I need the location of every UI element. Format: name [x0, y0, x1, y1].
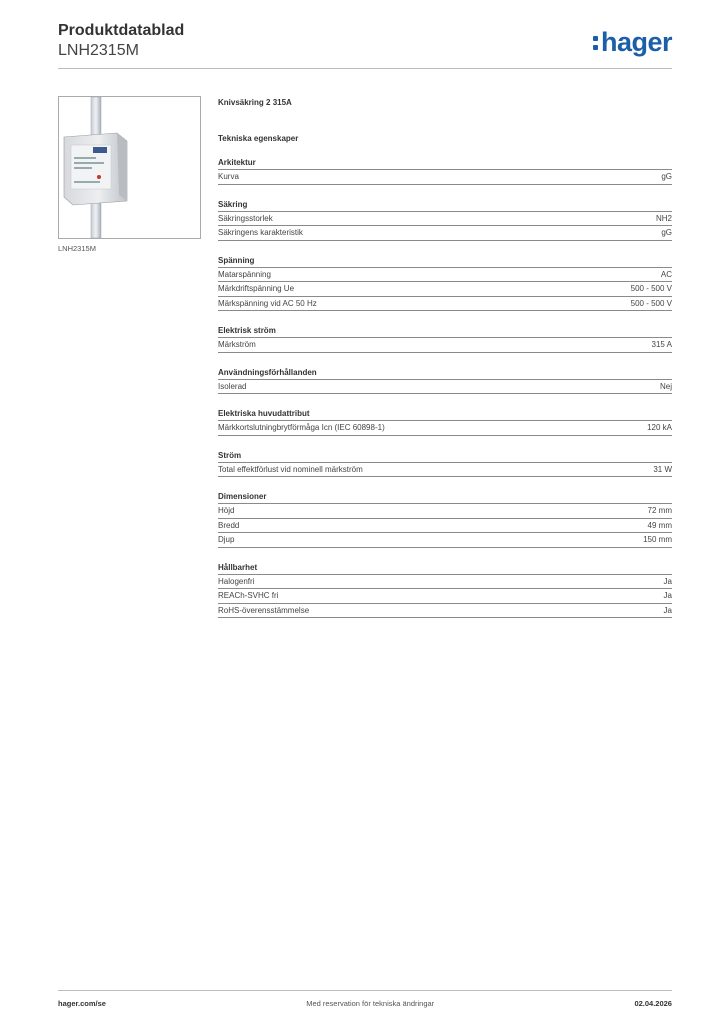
spec-row — [218, 504, 672, 519]
spec-label: Märkspänning vid AC 50 Hz — [218, 298, 317, 308]
spec-label: Halogenfri — [218, 576, 255, 586]
spec-label: Höjd — [218, 506, 235, 515]
spec-group-title: Dimensioner — [218, 491, 672, 504]
footer-date: 02.04.2026 — [634, 999, 672, 1008]
footer-website: hager.com/se — [58, 999, 106, 1008]
spec-label: Säkringsstorlek — [218, 213, 273, 223]
spec-group-sakring — [218, 199, 672, 241]
spec-row — [218, 338, 672, 353]
spec-value: 500 - 500 V — [630, 298, 672, 308]
spec-label: Djup — [218, 535, 235, 544]
spec-row — [218, 297, 672, 312]
spec-group-hallbarhet — [218, 562, 672, 619]
product-image — [58, 96, 201, 239]
spec-group-title: Elektrisk ström — [218, 325, 672, 338]
spec-group-title: Elektriska huvudattribut — [218, 408, 672, 421]
spec-value: AC — [660, 269, 672, 279]
spec-label: Matarspänning — [218, 269, 271, 279]
product-name: Knivsäkring 2 315A — [218, 98, 292, 107]
spec-group-elektrisk-strom — [218, 325, 672, 353]
spec-label: Isolerad — [218, 381, 247, 391]
page-title: Produktdatablad — [58, 22, 185, 39]
spec-value: 315 A — [651, 340, 672, 349]
product-details — [218, 98, 672, 618]
spec-group-title: Spänning — [218, 255, 672, 268]
spec-group-anvandningsforhallanden — [218, 367, 672, 395]
spec-group-spanning — [218, 255, 672, 312]
image-caption: LNH2315M — [58, 244, 96, 253]
spec-label: Bredd — [218, 520, 240, 530]
spec-label: Märkdriftspänning Ue — [218, 284, 295, 293]
spec-label: RoHS-överensstämmelse — [218, 605, 310, 615]
spec-row — [218, 212, 672, 227]
spec-label: Säkringens karakteristik — [218, 228, 303, 237]
spec-row — [218, 226, 672, 241]
spec-group-title: Hållbarhet — [218, 562, 672, 575]
spec-row — [218, 421, 672, 436]
spec-value: Ja — [663, 591, 672, 600]
spec-row — [218, 170, 672, 185]
spec-value: gG — [661, 172, 672, 181]
spec-value: NH2 — [655, 213, 672, 223]
spec-group-title: Arkitektur — [218, 157, 672, 170]
spec-group-dimensioner — [218, 491, 672, 548]
footer-disclaimer: Med reservation för tekniska ändringar — [306, 999, 435, 1008]
spec-label: Märkkortslutningbrytförmåga Icn (IEC 60898-1) — [218, 423, 385, 432]
logo-dots-icon — [593, 36, 598, 50]
spec-row — [218, 282, 672, 297]
spec-label: Märkström — [218, 340, 256, 349]
spec-value: 500 - 500 V — [630, 284, 672, 293]
spec-group-title: Användningsförhållanden — [218, 367, 672, 380]
spec-value: 150 mm — [643, 535, 672, 544]
spec-row — [218, 589, 672, 604]
section-title: Tekniska egenskaper — [218, 134, 299, 143]
spec-row — [218, 380, 672, 395]
spec-value: 120 kA — [647, 423, 672, 432]
spec-value: 31 W — [653, 464, 672, 474]
spec-value: gG — [661, 228, 672, 237]
spec-row — [218, 519, 672, 534]
spec-value: Ja — [663, 576, 672, 586]
spec-group-title: Säkring — [218, 199, 672, 212]
spec-row — [218, 268, 672, 283]
spec-row — [218, 533, 672, 548]
spec-row — [218, 604, 672, 619]
page-header — [58, 22, 672, 69]
spec-group-strom — [218, 450, 672, 478]
spec-value: Ja — [663, 605, 672, 615]
spec-value: 72 mm — [647, 506, 672, 515]
spec-label: REACh-SVHC fri — [218, 591, 279, 600]
spec-label: Kurva — [218, 172, 239, 181]
spec-value: 49 mm — [647, 520, 672, 530]
spec-value: Nej — [659, 381, 672, 391]
spec-group-title: Ström — [218, 450, 672, 463]
spec-label: Total effektförlust vid nominell märkström — [218, 464, 363, 474]
spec-group-arkitektur — [218, 157, 672, 185]
knife-fuse-icon — [59, 97, 200, 238]
logo-text: hager — [600, 27, 672, 57]
spec-group-elektriska-huvudattribut — [218, 408, 672, 436]
hager-logo — [593, 28, 672, 56]
product-code: LNH2315M — [58, 42, 139, 59]
page-footer — [58, 990, 672, 1008]
spec-row — [218, 463, 672, 478]
spec-row — [218, 575, 672, 590]
